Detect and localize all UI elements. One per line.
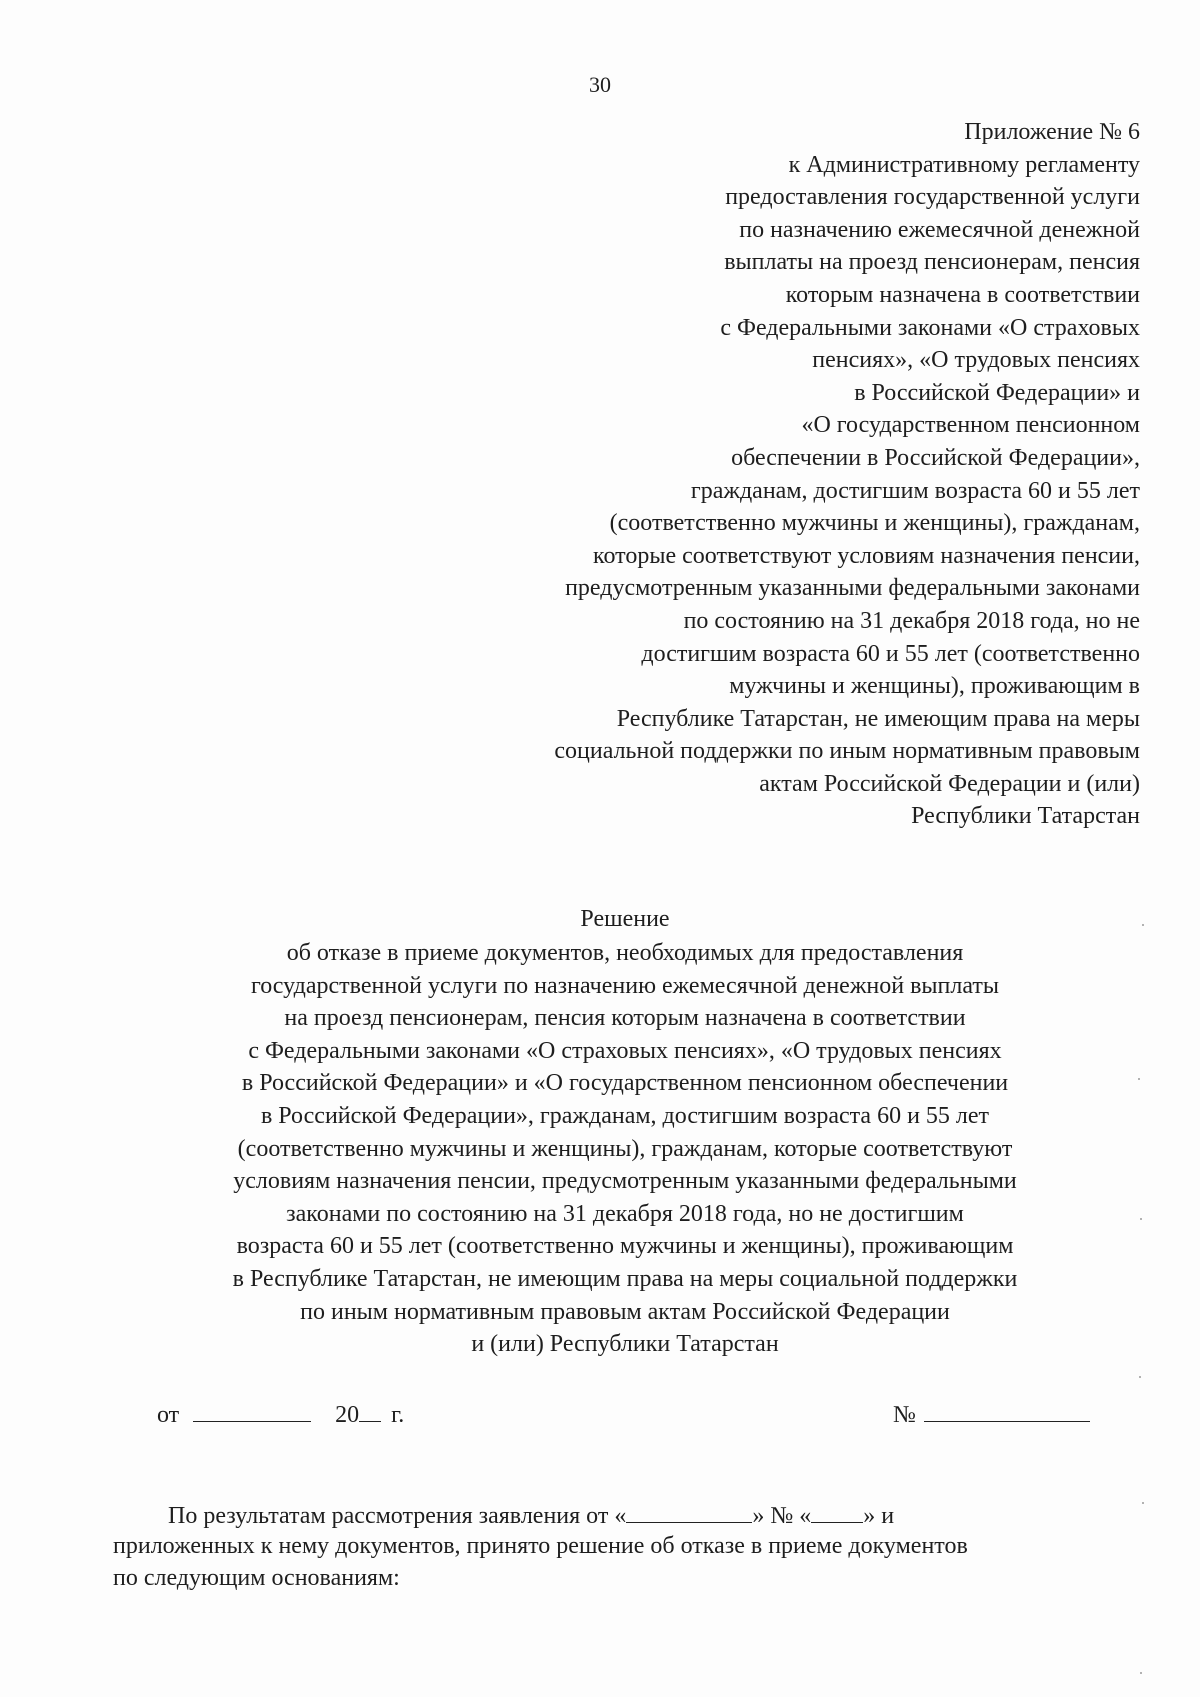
- appendix-line: актам Российской Федерации и (или): [759, 770, 1140, 797]
- decision-line: на проезд пенсионерам, пенсия которым назначена в соответствии: [284, 1005, 966, 1032]
- decision-line: возраста 60 и 55 лет (соответственно мужчины и женщины), проживающим: [236, 1233, 1014, 1260]
- body-text: » № «: [752, 1503, 812, 1529]
- number-sign: №: [893, 1402, 916, 1428]
- decision-line: по иным нормативным правовым актам Российской Федерации: [300, 1298, 950, 1325]
- appendix-line: выплаты на проезд пенсионерам, пенсия: [724, 249, 1140, 276]
- application-date-blank: [626, 1498, 752, 1523]
- decision-line: об отказе в приеме документов, необходимых для предоставления: [286, 940, 964, 966]
- scan-speck: [1139, 1376, 1141, 1378]
- appendix-line: по назначению ежемесячной денежной: [739, 216, 1140, 243]
- scan-speck: [1140, 1218, 1142, 1220]
- scan-speck: [1140, 1672, 1142, 1674]
- year-blank: [359, 1397, 381, 1422]
- application-number-blank: [811, 1498, 863, 1523]
- body-line-1: [168, 1498, 1198, 1532]
- appendix-line: которые соответствуют условиям назначения пенсии,: [593, 542, 1140, 569]
- decision-line: с Федеральными законами «О страховых пенсиях», «О трудовых пенсиях: [248, 1037, 1002, 1064]
- number-blank: [924, 1397, 1090, 1422]
- appendix-line: обеспечении в Российской Федерации»,: [731, 444, 1140, 471]
- appendix-line: Республике Татарстан, не имеющим права на меры: [616, 705, 1140, 732]
- decision-line: в Российской Федерации» и «О государственном пенсионном обеспечении: [241, 1070, 1009, 1097]
- scan-speck: [1142, 1502, 1144, 1504]
- appendix-line: гражданам, достигшим возраста 60 и 55 лет: [690, 477, 1140, 504]
- body-text: по следующим основаниям:: [113, 1565, 400, 1591]
- date-year-suffix: г.: [391, 1402, 405, 1428]
- body-text: приложенных к нему документов, принято решение об отказе в приеме документов: [113, 1533, 968, 1559]
- appendix-line: предусмотренным указанными федеральными законами: [565, 575, 1140, 602]
- decision-number: [893, 1397, 1090, 1431]
- appendix-line: в Российской Федерации» и: [854, 379, 1140, 406]
- decision-subject: [0, 937, 1200, 1361]
- decision-line: (соответственно мужчины и женщины), гражданам, которые соответствуют: [237, 1135, 1013, 1162]
- appendix-line: (соответственно мужчины и женщины), гражданам,: [609, 510, 1140, 537]
- appendix-line: с Федеральными законами «О страховых: [720, 314, 1140, 341]
- appendix-line: достигшим возраста 60 и 55 лет (соответственно: [641, 640, 1140, 667]
- appendix-line: которым назначена в соответствии: [785, 281, 1140, 308]
- decision-title: Решение: [580, 906, 670, 932]
- decision-line: и (или) Республики Татарстан: [471, 1331, 779, 1358]
- scan-speck: [1142, 924, 1144, 926]
- appendix-line: к Административному регламенту: [788, 151, 1140, 178]
- appendix-line: Республики Татарстан: [911, 803, 1140, 830]
- date-from-label: от: [157, 1402, 180, 1428]
- appendix-line: мужчины и женщины), проживающим в: [729, 673, 1140, 700]
- appendix-header: [380, 116, 1140, 833]
- body-line-2: [113, 1530, 1143, 1562]
- appendix-line: предоставления государственной услуги: [725, 184, 1140, 211]
- decision-line: условиям назначения пенсии, предусмотренным указанными федеральными: [233, 1168, 1017, 1195]
- decision-line: законами по состоянию на 31 декабря 2018 года, но не достигшим: [286, 1200, 964, 1227]
- appendix-line: по состоянию на 31 декабря 2018 года, но не: [683, 607, 1140, 634]
- body-text: » и: [863, 1503, 895, 1529]
- appendix-line: Приложение № 6: [964, 119, 1140, 145]
- appendix-line: пенсиях», «О трудовых пенсиях: [812, 347, 1140, 374]
- date-blank: [193, 1397, 311, 1422]
- decision-date: [157, 1397, 404, 1431]
- appendix-line: социальной поддержки по иным нормативным правовым: [554, 738, 1140, 765]
- appendix-line: «О государственном пенсионном: [801, 412, 1140, 439]
- body-text: По результатам рассмотрения заявления от «: [168, 1503, 627, 1529]
- body-line-3: [113, 1562, 1143, 1594]
- scan-speck: [1138, 1078, 1140, 1080]
- decision-line: государственной услуги по назначению ежемесячной денежной выплаты: [250, 972, 1000, 999]
- date-year-label: 20: [335, 1402, 360, 1428]
- decision-line: в Российской Федерации», гражданам, достигшим возраста 60 и 55 лет: [260, 1102, 990, 1129]
- page-number: 30: [589, 72, 611, 97]
- decision-line: в Республике Татарстан, не имеющим права на меры социальной поддержки: [232, 1265, 1018, 1292]
